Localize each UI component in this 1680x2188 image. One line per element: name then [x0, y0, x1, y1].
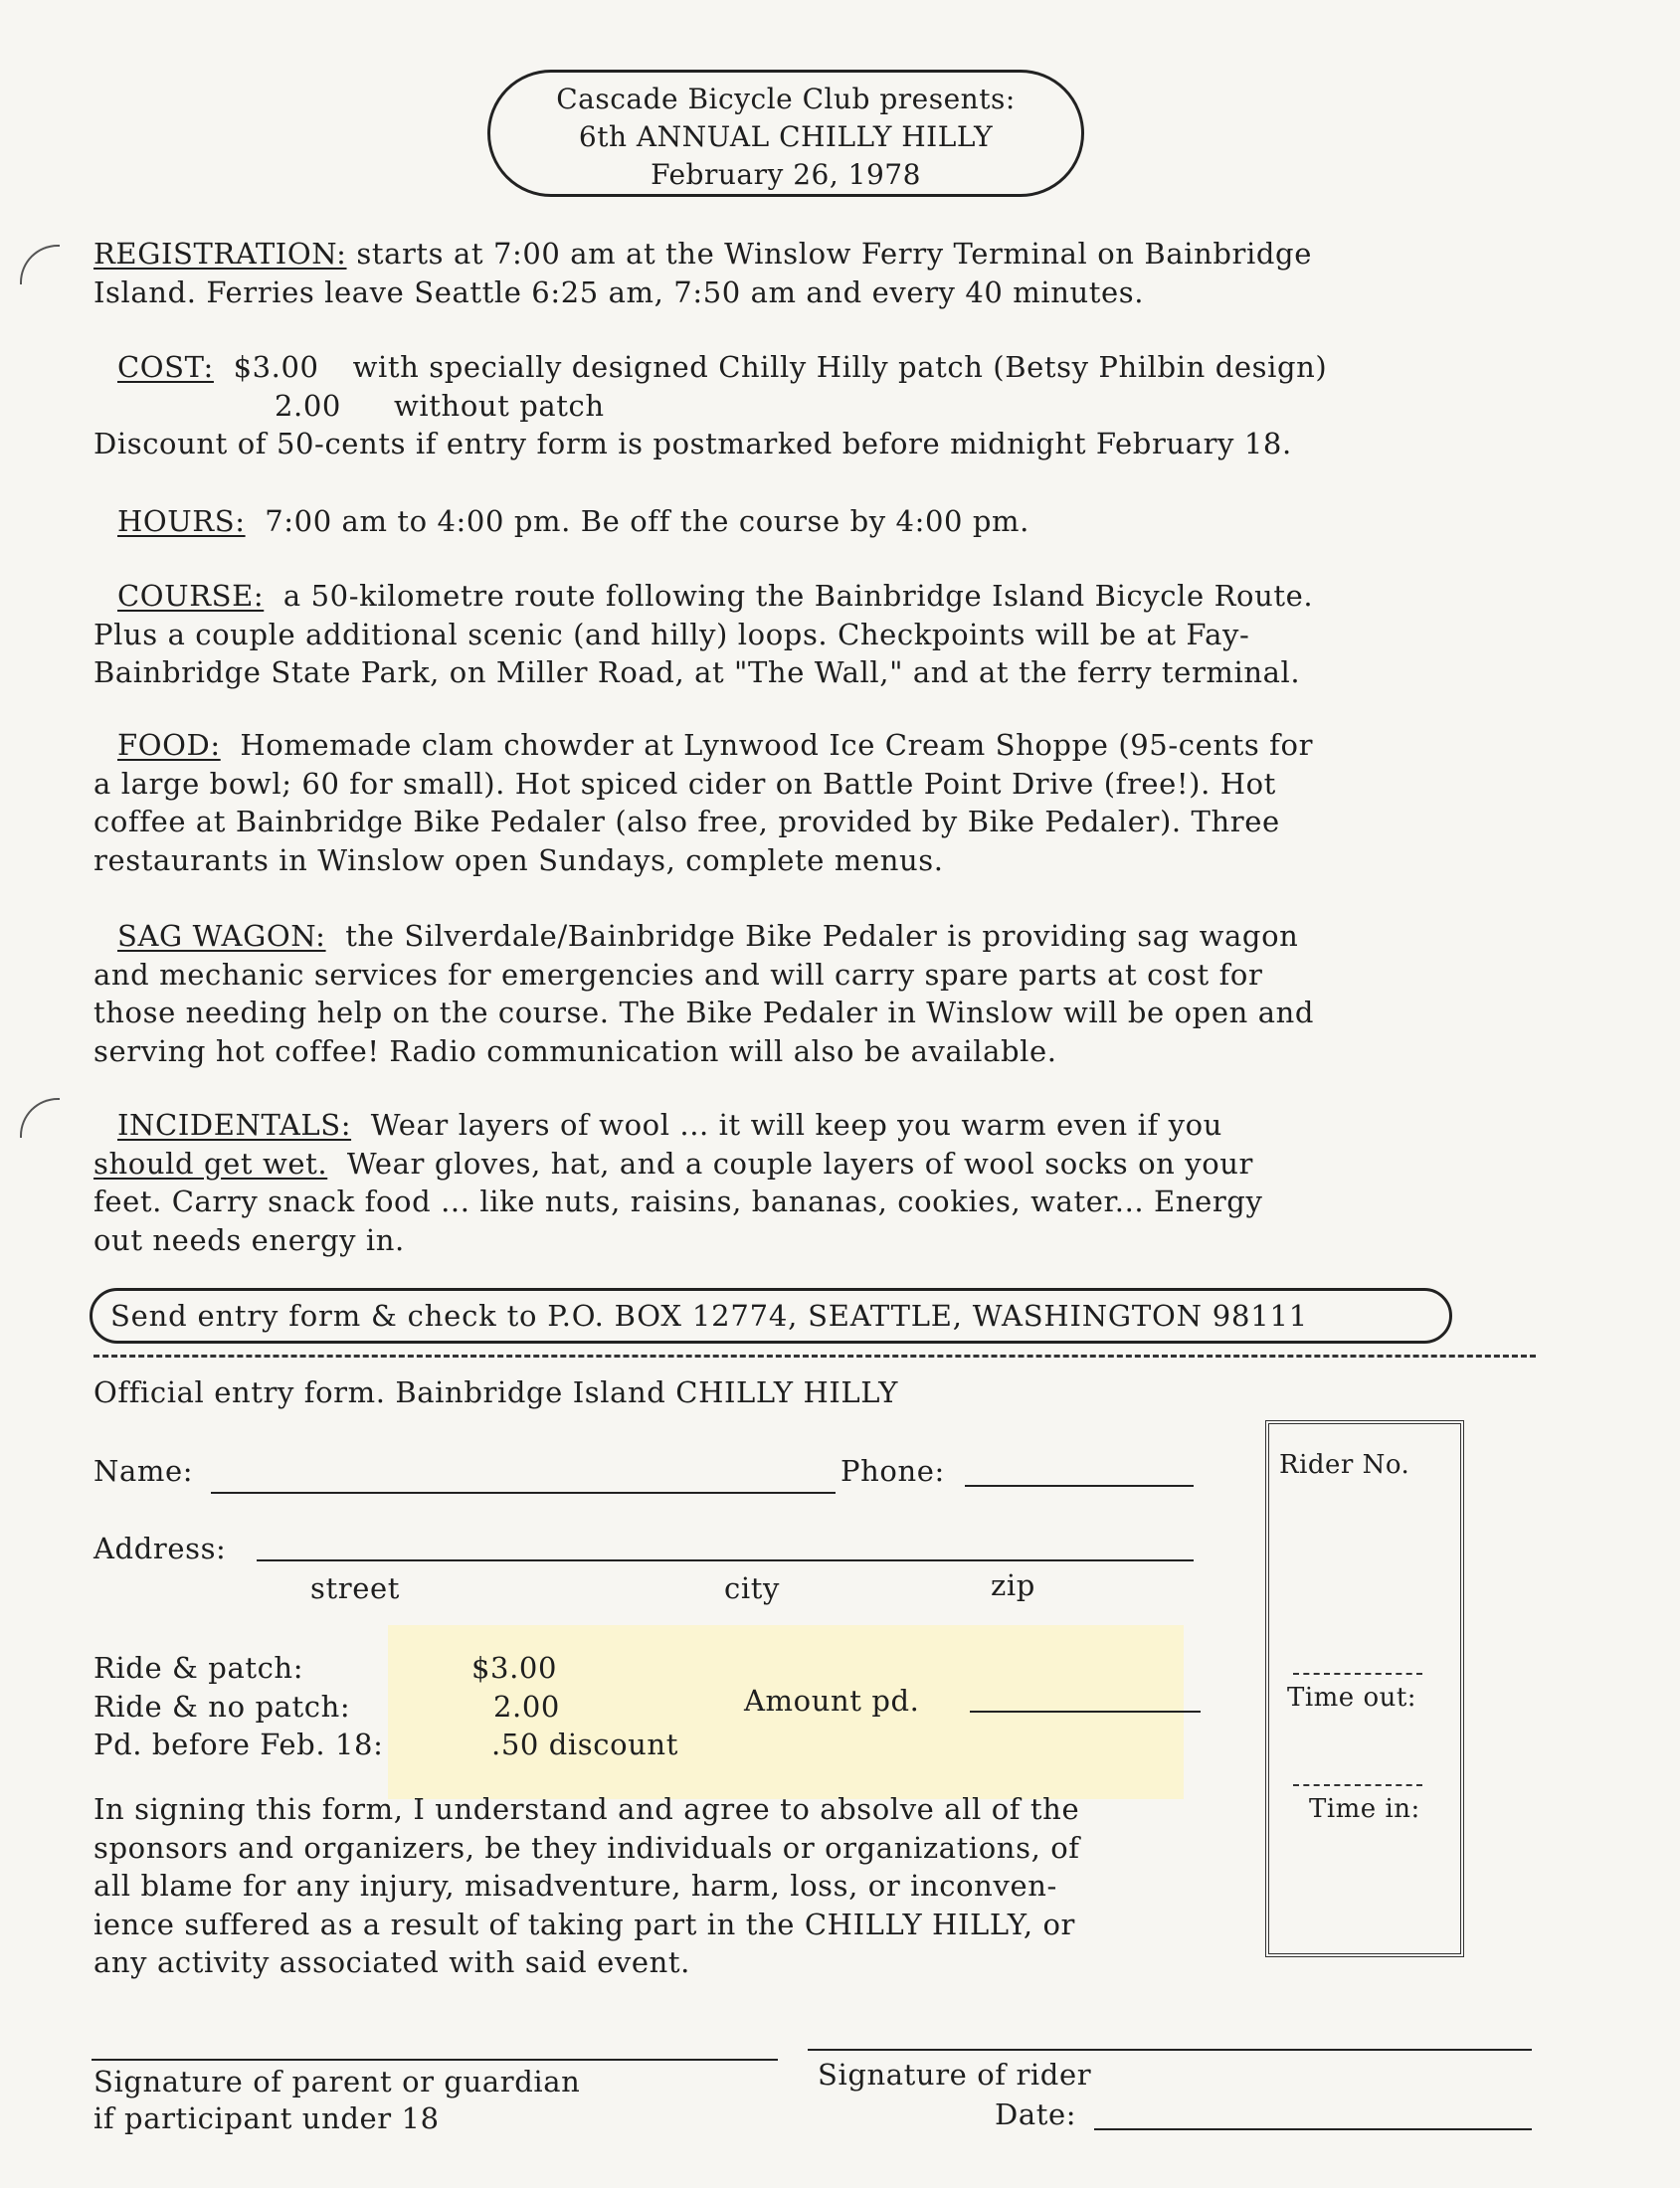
incidentals-text: out needs energy in. — [93, 1222, 405, 1257]
incidentals-heading: INCIDENTALS: — [117, 1108, 352, 1142]
hours-section — [93, 502, 1550, 541]
parent-signature-text: if participant under 18 — [93, 2101, 440, 2135]
parent-signature-label — [93, 2064, 580, 2137]
incidentals-text: Wear layers of wool ... it will keep you warm even if you — [370, 1108, 1222, 1142]
time-in-field[interactable] — [1293, 1784, 1422, 1786]
time-out-field[interactable] — [1293, 1673, 1422, 1675]
time-in-label: Time in: — [1309, 1794, 1420, 1824]
cost-section — [93, 348, 1526, 463]
fee-row — [93, 1688, 752, 1727]
name-label: Name: — [93, 1454, 194, 1488]
sag-wagon-section — [93, 917, 1526, 1070]
registration-text: starts at 7:00 am at the Winslow Ferry Terminal on Bainbridge — [356, 237, 1312, 271]
zip-label: zip — [991, 1568, 1035, 1602]
registration-heading: REGISTRATION: — [93, 237, 347, 271]
waiver-line: sponsors and organizers, be they individuals or organizations, of — [93, 1830, 1080, 1865]
header-event-date: February 26, 1978 — [651, 158, 921, 191]
fee-label: Ride & no patch: — [93, 1689, 351, 1724]
waiver-line: any activity associated with said event. — [93, 1945, 690, 1979]
parent-signature-text: Signature of parent or guardian — [93, 2065, 581, 2098]
cost-desc-no-patch: without patch — [394, 388, 605, 423]
header-presenter: Cascade Bicycle Club presents: — [556, 83, 1016, 115]
food-text: Homemade clam chowder at Lynwood Ice Cream Shoppe (95-cents for — [240, 728, 1314, 762]
cost-amount-no-patch: 2.00 — [275, 388, 341, 423]
food-heading: FOOD: — [117, 728, 221, 762]
mailing-address-box: Send entry form & check to P.O. BOX 12774, SEATTLE, WASHINGTON 98111 — [90, 1288, 1452, 1344]
waiver-text — [93, 1790, 1237, 1982]
fee-value: $3.00 — [471, 1651, 558, 1685]
cut-line — [93, 1355, 1536, 1358]
header-event-title: 6th ANNUAL CHILLY HILLY — [578, 120, 994, 153]
amount-paid-label: Amount pd. — [744, 1684, 920, 1718]
fee-value: 2.00 — [493, 1689, 560, 1724]
course-text: Bainbridge State Park, on Miller Road, at "The Wall," and at the ferry terminal. — [93, 655, 1301, 689]
registration-text: Island. Ferries leave Seattle 6:25 am, 7:50 am and every 40 minutes. — [93, 274, 1145, 309]
food-text: coffee at Bainbridge Bike Pedaler (also free, provided by Bike Pedaler). Three — [93, 805, 1280, 838]
sag-wagon-text: the Silverdale/Bainbridge Bike Pedaler is providing sag wagon — [345, 919, 1299, 953]
street-label: street — [310, 1571, 400, 1605]
phone-field[interactable] — [965, 1485, 1194, 1487]
rider-signature-field[interactable] — [808, 2049, 1532, 2051]
registration-section — [93, 235, 1526, 311]
incidentals-text: should get wet. — [93, 1146, 328, 1181]
course-text: Plus a couple additional scenic (and hilly) loops. Checkpoints will be at Fay- — [93, 617, 1250, 651]
sag-wagon-text: those needing help on the course. The Bike Pedaler in Winslow will be open and — [93, 996, 1315, 1029]
course-text: a 50-kilometre route following the Bainbridge Island Bicycle Route. — [282, 579, 1314, 613]
food-section — [93, 726, 1526, 879]
cost-discount: Discount of 50-cents if entry form is postmarked before midnight February 18. — [93, 427, 1292, 460]
event-header — [487, 70, 1084, 197]
entry-form-title: Official entry form. Bainbridge Island CHILLY HILLY — [93, 1375, 898, 1409]
fee-row — [93, 1649, 752, 1688]
hours-text: 7:00 am to 4:00 pm. Be off the course by 4:00 pm. — [265, 504, 1029, 538]
hours-heading: HOURS: — [117, 504, 246, 538]
incidentals-text: Wear gloves, hat, and a couple layers of wool socks on your — [346, 1146, 1254, 1181]
fee-row — [93, 1726, 752, 1764]
phone-label: Phone: — [840, 1454, 945, 1488]
cost-desc-patch: with specially designed Chilly Hilly patch (Betsy Philbin design) — [352, 350, 1328, 384]
name-field[interactable] — [211, 1492, 836, 1494]
rider-number-label: Rider No. — [1279, 1450, 1410, 1480]
parent-signature-field[interactable] — [92, 2059, 778, 2061]
waiver-line: In signing this form, I understand and agree to absolve all of the — [93, 1792, 1080, 1826]
sag-wagon-text: serving hot coffee! Radio communication will also be available. — [93, 1033, 1057, 1068]
incidentals-text: feet. Carry snack food ... like nuts, raisins, bananas, cookies, water... Energy — [93, 1185, 1263, 1218]
course-heading: COURSE: — [117, 579, 265, 613]
amount-paid-field[interactable] — [970, 1711, 1201, 1713]
fee-label: Ride & patch: — [93, 1651, 304, 1685]
fee-table — [93, 1649, 752, 1764]
address-field[interactable] — [257, 1559, 1194, 1561]
city-label: city — [724, 1571, 780, 1605]
cost-amount-patch: $3.00 — [233, 350, 319, 384]
food-text: a large bowl; 60 for small). Hot spiced cider on Battle Point Drive (free!). Hot — [93, 766, 1276, 801]
course-section — [93, 577, 1526, 692]
punch-hole-mark — [20, 245, 60, 284]
fee-label: Pd. before Feb. 18: — [93, 1728, 384, 1761]
incidentals-section — [93, 1106, 1526, 1259]
date-field[interactable] — [1094, 2128, 1532, 2130]
address-label: Address: — [93, 1532, 227, 1565]
punch-hole-mark — [20, 1098, 60, 1138]
rider-info-box — [1265, 1420, 1464, 1957]
waiver-line: all blame for any injury, misadventure, harm, loss, or inconven- — [93, 1869, 1057, 1903]
waiver-line: ience suffered as a result of taking part in the CHILLY HILLY, or — [93, 1907, 1076, 1941]
food-text: restaurants in Winslow open Sundays, complete menus. — [93, 842, 944, 877]
rider-signature-label: Signature of rider — [818, 2058, 1092, 2092]
sag-wagon-text: and mechanic services for emergencies and will carry spare parts at cost for — [93, 957, 1263, 992]
cost-heading: COST: — [117, 350, 214, 384]
fee-value: .50 discount — [491, 1728, 678, 1761]
time-out-label: Time out: — [1287, 1683, 1417, 1713]
sag-wagon-heading: SAG WAGON: — [117, 919, 326, 953]
date-label: Date: — [995, 2097, 1077, 2131]
